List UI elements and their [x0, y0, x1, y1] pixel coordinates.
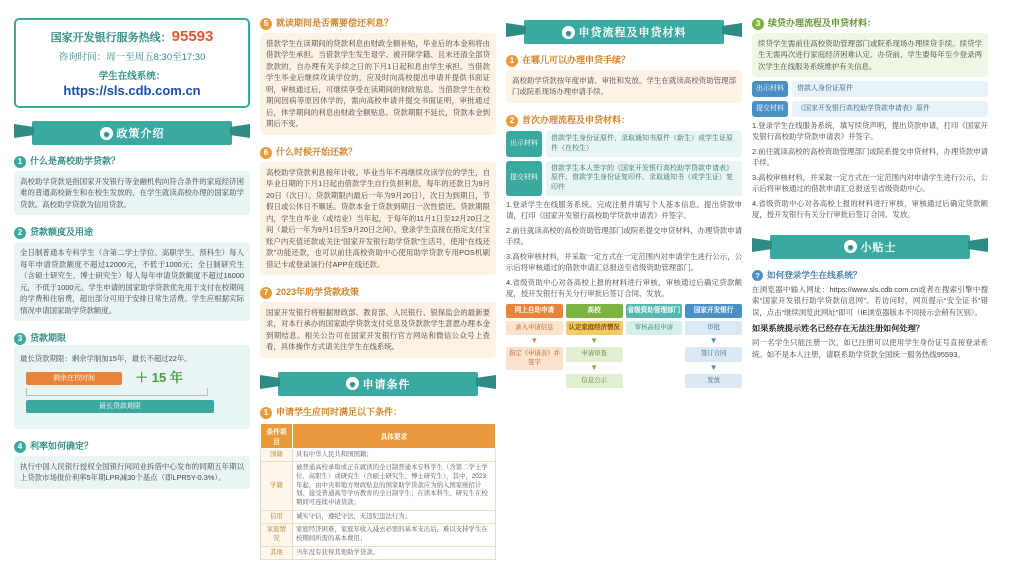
- flow-column-header: 网上自助申请: [506, 304, 563, 318]
- badge-circle-icon: [562, 26, 575, 39]
- item-title: 什么是高校助学贷款？: [30, 156, 121, 166]
- item-title: 贷款额度及用途: [30, 227, 94, 238]
- flow-cell: 发放: [685, 374, 742, 388]
- table-cell-value: 被普通高校录取或正在就读的全日制普通本专科学生（含第二学士学位、高职生）或研究生（含硕士研究生、博士研究生），其中，2023年起，由中央和地方财政贴息的国家助学贷款应为纳入国家统招计划、接受普通高等学历教育的全日制学生；在读本科生、研究生在校期间可连续申请贷款；: [293, 462, 496, 510]
- table-cell-key: 信用: [261, 510, 293, 524]
- hotline-label: 国家开发银行服务热线：: [50, 32, 172, 44]
- application-conditions-block: [260, 407, 496, 560]
- flow-cell: 审核高校申请: [626, 321, 683, 335]
- material-row-submit: [752, 101, 988, 117]
- policy-item-1: [14, 156, 250, 215]
- tips-q2-title: 如果系统提示姓名已经存在无法注册如何处理？: [752, 324, 924, 334]
- hotline-hours: 咨询时间：周一至周五8:30至17:30: [58, 52, 206, 63]
- item-number: 1: [14, 156, 26, 168]
- ribbon-tail-left-icon: [260, 375, 280, 389]
- material-value: 《国家开发银行高校助学贷款申请表》原件: [792, 101, 988, 117]
- ribbon-tail-right-icon: [230, 124, 250, 138]
- question-icon: ?: [752, 270, 763, 281]
- table-row: [261, 448, 496, 462]
- table-cell-value: 当年没有获得其他助学贷款。: [293, 546, 496, 560]
- item-number: 3: [752, 18, 764, 30]
- hotline-line1: [22, 28, 242, 45]
- table-cell-key: 学籍: [261, 462, 293, 510]
- ribbon-policy-intro: [14, 121, 250, 145]
- policy-item-2: [14, 227, 250, 321]
- table-row: [261, 524, 496, 546]
- hotline-url[interactable]: https://sls.cdb.com.cn: [63, 83, 201, 98]
- table-row: [261, 510, 496, 524]
- process-q1: [506, 55, 742, 103]
- svg-text:◉: ◉: [846, 244, 854, 252]
- item-title: 什么时候开始还款？: [276, 146, 358, 157]
- item-body: 高校助学贷款是指国家开发银行等金融机构向符合条件的家庭经济困难的普通高校新生和在校生发放的、在学生就读高校办理的国家助学贷款。高校助学贷款为信用贷款。: [14, 171, 250, 215]
- flow-column-province: [626, 304, 683, 388]
- ribbon-label: 申请条件: [362, 378, 411, 391]
- arrow-down-icon: ▼: [590, 336, 599, 346]
- item-title: 就读期间是否需要偿还利息？: [276, 18, 394, 28]
- ribbon-tail-left-icon: [752, 238, 772, 252]
- process-q2: [506, 115, 742, 388]
- material-value: 借款人身份证原件: [792, 81, 988, 97]
- badge-circle-icon: [346, 377, 359, 390]
- term-brace: [26, 388, 208, 396]
- item-number: 5: [260, 18, 272, 30]
- policy-item-4: [14, 441, 250, 489]
- table-cell-key: 家庭情况: [261, 524, 293, 546]
- renewal-step-1: 1.登录学生在线服务系统，填写续贷声明，提出贷款申请，打印《国家开发银行高校助学贷款申请表》并签字。: [752, 121, 988, 142]
- item-title: 续贷办理流程及申贷材料：: [768, 18, 877, 28]
- svg-text:◉: ◉: [102, 130, 110, 138]
- ribbon-tail-right-icon: [476, 375, 496, 389]
- column-conditions: [260, 18, 496, 556]
- table-row: [261, 462, 496, 510]
- item-number: 1: [260, 407, 272, 419]
- arrow-down-icon: ▼: [709, 362, 718, 372]
- material-label: 出示材料: [752, 81, 788, 97]
- table-cell-key: 国籍: [261, 448, 293, 462]
- flow-column-bank: [685, 304, 742, 388]
- policy-item-7: [260, 287, 496, 358]
- item-body: 执行中国人民银行授权全国银行间同业拆借中心发布的同期五年期以上贷款市场报价利率5年期LPR减30个基点（即LPR5Y-0.3%）。: [14, 456, 250, 489]
- material-value: 借款学生本人签字的《国家开发银行高校助学贷款申请表》原件、借款学生身份证复印件、录取通知书（或学生证）复印件: [546, 161, 742, 196]
- item-title: 如何登录学生在线系统？: [767, 269, 862, 280]
- flow-cell: 签订合同: [685, 347, 742, 361]
- hotline-system-label: 学生在线系统：: [98, 71, 166, 82]
- flow-cell: 认定家庭经济情况: [566, 321, 623, 335]
- material-row-submit: [506, 161, 742, 196]
- material-value: 借款学生身份证原件、录取通知书原件（新生）或学生证原件（在校生）: [546, 131, 742, 157]
- conditions-table: [260, 423, 496, 560]
- ribbon-tail-left-icon: [14, 124, 34, 138]
- item-body: [14, 345, 250, 428]
- ribbon-tail-left-icon: [506, 23, 526, 37]
- item-title: 利率如何确定？: [30, 440, 94, 451]
- item-number: 6: [260, 147, 272, 159]
- flow-column-header: 国家开发银行: [685, 304, 742, 318]
- ribbon-process-materials: [506, 20, 742, 44]
- table-cell-value: 具有中华人民共和国国籍；: [293, 448, 496, 462]
- flow-cell: 申请审查: [566, 347, 623, 361]
- material-label: 出示材料: [506, 131, 542, 157]
- policy-item-3: [14, 333, 250, 428]
- column-renewal-tips: [752, 18, 988, 556]
- renewal-step-2: 2.前往就读高校的高校资助管理部门或院系提交申贷材料，办理贷款申请手续。: [752, 146, 988, 168]
- tips-q1: [752, 270, 988, 361]
- ribbon-label: 小贴士: [860, 241, 897, 254]
- column-process-first: [506, 18, 742, 556]
- item-number: 2: [506, 115, 518, 127]
- svg-text:◉: ◉: [564, 29, 572, 37]
- svg-text:◉: ◉: [348, 381, 356, 389]
- process-step-3: 3.高校审核材料，并采取一定方式在一定范围内对申请学生进行公示，公示后将审核通过的借款申请汇总报送至省级资助管理部门。: [506, 251, 742, 273]
- hotline-card: [14, 18, 250, 108]
- process-step-4: 4.省级资助中心对各高校上报的材料进行审核，审核通过后确定贷款额度，授开发银行有关分行审批后签订合同、发放。: [506, 277, 742, 299]
- flow-cell: 审批: [685, 321, 742, 335]
- term-plus-label: ＋ 15 年: [135, 369, 183, 385]
- ribbon-tail-right-icon: [968, 238, 988, 252]
- item-title: 申请学生应同时满足以下条件：: [276, 406, 403, 417]
- flow-cell: 信息公示: [566, 374, 623, 388]
- item-title: 首次办理流程及申贷材料：: [522, 114, 631, 125]
- table-row: [261, 546, 496, 560]
- item-title: 贷款期限: [30, 333, 67, 344]
- arrow-down-icon: ▼: [590, 362, 599, 372]
- flow-diagram-first-loan: [506, 304, 742, 388]
- process-step-2: 2.前往就读高校的高校资助管理部门或院系提交申贷材料，办理贷款申请手续。: [506, 225, 742, 247]
- renewal-q3: [752, 18, 988, 221]
- table-header-row: [261, 423, 496, 448]
- flow-column-university: [566, 304, 623, 388]
- item-body: 全日制普通本专科学生（含第二学士学位、高职学生、预科生）每人每年申请贷款额度不超过12000元，不低于1000元；全日制研究生（含硕士研究生、博士研究生）每人每年申请贷款额度不超过16000元，不低于1000元。学生申请的国家助学贷款优先用于支付在校期间的学费和住宿费，超出部分可用于安排日常生活费。学生应根据实际情况申请国家助学贷款额度。: [14, 242, 250, 321]
- hotline-number: 95593: [171, 28, 214, 45]
- item-number: 2: [14, 227, 26, 239]
- term-bar-max: 最长贷款期限: [26, 400, 214, 413]
- item-body: 高校助学贷款按年度申请、审批和发放。学生在就读高校资助管理部门或院系现场办理申请手续。: [506, 70, 742, 103]
- item-body: 高校助学贷款利息接年计收。毕业当年不再继续攻读学位的学生，自毕业日期的下月1日起由借款学生自行负担利息，每年的还款日为9月20日（次日）。贷款期限内最后一年为9月20日），次日为到期日，节假日或公休日不顺延。贷款本金于贷款到期日一次性偿还。贷款期限内，学生自毕业（或结业）当年起，于每年的11月1日至12月20日之间（最后一年为9月1日至9月20日之间），登录学生直接在指定支付宝账户内充值还款或关注“国家开发银行助学贷款”生活号，使用“在线还款”功能还款，也可以前往高校资助中心使用助学贷款专用POS机刷借记卡或登录该行付APP在线还款。: [260, 162, 496, 275]
- arrow-down-icon: ▼: [709, 336, 718, 346]
- flow-cell: 指定《申请表》并签字: [506, 347, 563, 370]
- item-body: 续贷学生需前往高校资助管理部门或院系现场办理续贷手续。续贷学生无需再次进行家庭经济困难认定、办贷前、学生要每年至少登录两次学生在线服务系统维护有关信息。: [752, 33, 988, 77]
- flow-cell: 录入申请信息: [506, 321, 563, 335]
- table-header-cell: 条件项目: [261, 423, 293, 448]
- item-number: 3: [14, 333, 26, 345]
- arrow-down-icon: ▼: [530, 336, 539, 346]
- item-body: 国家开发银行将根据财政部、教育部、人民银行、银保监会的最新要求，对本行承办的国家助学贷款支付兑息及贷款款学生意愿办理本金到期结息。相关公告可在国家开发银行官方网站和微信公众号上查看，具体操作方式请关注学生在线系统。: [260, 302, 496, 358]
- renewal-step-3: 3.高校审核材料，并采取一定方式在一定范围内对申请学生进行公示，公示后将审核通过的借款申请汇总报送至省级资助中心。: [752, 172, 988, 194]
- table-header-cell: 具体要求: [293, 423, 496, 448]
- ribbon-label: 申贷流程及申贷材料: [578, 27, 687, 39]
- loan-term-graphic: [20, 370, 244, 424]
- policy-item-5: [260, 18, 496, 135]
- item-title: 在哪儿可以办理申贷手续？: [522, 55, 631, 65]
- item-number: 4: [14, 441, 26, 453]
- badge-circle-icon: [844, 240, 857, 253]
- item-number: 7: [260, 287, 272, 299]
- column-policy: [14, 18, 250, 556]
- ribbon-application-conditions: [260, 372, 496, 396]
- table-cell-value: 家庭经济困难，家庭年收入减去必需的基本支出后，难以支持学生在校期间所需的基本费用；: [293, 524, 496, 546]
- table-cell-value: 诚实守信，遵纪守法，无违纪违法行为；: [293, 510, 496, 524]
- material-label: 提交材料: [506, 161, 542, 196]
- material-row-show: [506, 131, 742, 157]
- table-cell-key: 其他: [261, 546, 293, 560]
- ribbon-tips: [752, 235, 988, 259]
- process-step-1: 1.登录学生在线服务系统。完成注册并填写个人基本信息。提出贷款申请，打印《国家开发银行高校助学贷款申请表》并签字。: [506, 199, 742, 221]
- ribbon-tail-right-icon: [722, 23, 742, 37]
- ribbon-label: 政策介绍: [116, 128, 165, 140]
- loan-term-text: 最长贷款期限：剩余学制加15年，最长不超过22年。: [20, 354, 192, 364]
- item-title: 2023年助学贷款政策: [276, 286, 360, 297]
- flow-column-header: 高校: [566, 304, 623, 318]
- tips-q2-body: 同一名学生只能注册一次，如已注册可以使用学生身份证号直接登录系统。如不是本人注册，请联系助学贷款全国统一服务热线95593。: [752, 338, 988, 359]
- flow-column-online: [506, 304, 563, 388]
- policy-item-6: [260, 147, 496, 275]
- renewal-step-4: 4.省级资助中心对各高校上报的材料进行审核，审核通过后确定贷款额度，授开发银行有关分行审批后签订合同、发放。: [752, 198, 988, 220]
- material-row-show: [752, 81, 988, 97]
- item-number: 1: [506, 55, 518, 67]
- term-bar-remaining: 剩余在校时间: [26, 372, 122, 385]
- badge-circle-icon: [100, 127, 113, 140]
- item-body: 借款学生在读期间的贷款利息由财政全额补贴，毕业后的本金利将由借款学生承担。当借款学生发生退学、被开除学籍、且未还清全部贷款款的，自办理有关手续之日的下月1日起和息由学生承担。当借款学生毕业后继续攻读学位的，应及时向高校提出申请并提供书面证明，审核通过后，可继续享受在读期间的财政贴息。当借款学生在校期间因病等原因休学的，需向高校申请并提交书面证明，审批通过后，休学期间的利息由财政全额贴息。贷款期限不延长，贷款本金到期后不变。: [260, 33, 496, 135]
- item-body: 在浏览器中输入网址：https://www.sls.cdb.com.cn或者在搜索引擎中搜索“国家开发银行助学贷款信息网”。若访问时，网页提示“安全证书”错误，点击“继续浏览此网址”即可（IE浏览器版本不同接示会稍有区别）。: [752, 284, 988, 317]
- flow-column-header: 省级资助管理部门: [626, 304, 683, 318]
- material-label: 提交材料: [752, 101, 788, 117]
